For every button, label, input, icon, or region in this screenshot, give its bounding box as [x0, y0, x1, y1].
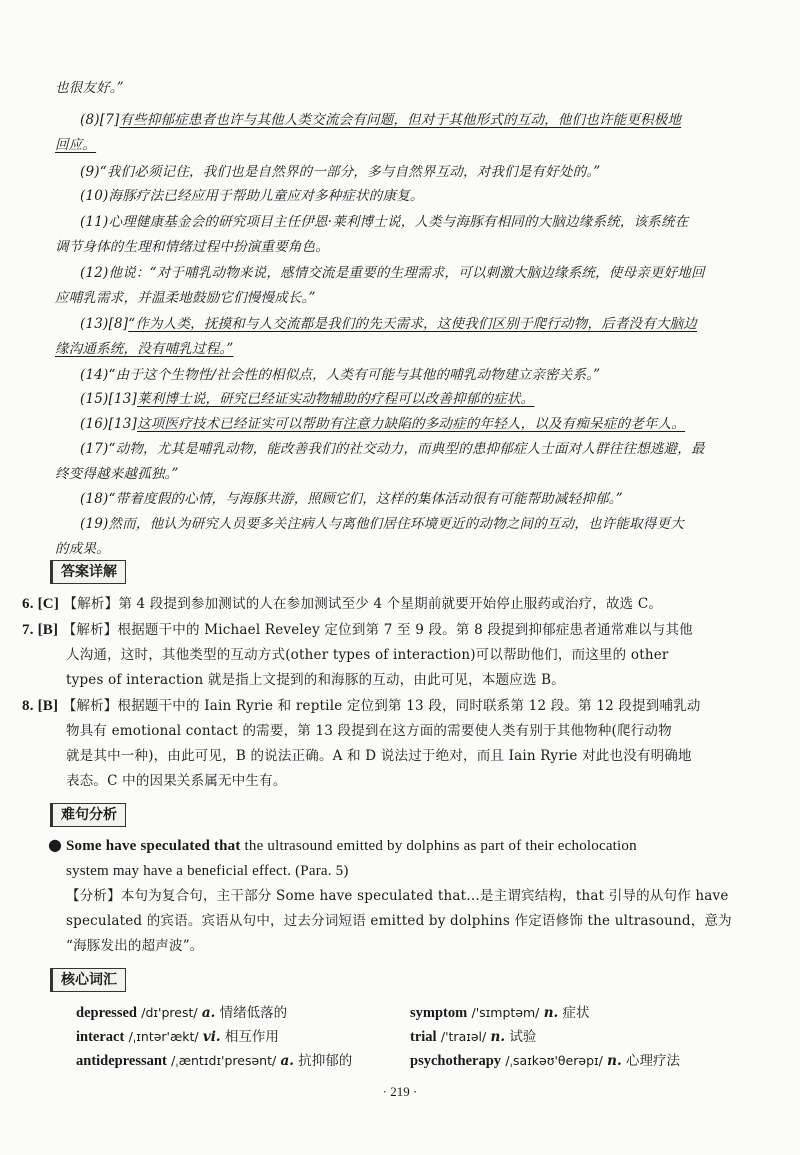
vocab-word: antidepressant: [76, 1053, 167, 1069]
translation-para-18: (18)“带着度假的心情，与海豚共游，照顾它们，这样的集体活动很有可能帮助减轻抑郁。”: [80, 491, 623, 507]
vocab-heading: 核心词汇: [50, 968, 126, 992]
answer-6: [22, 592, 662, 617]
translation-para-8-cont: 回应。: [55, 137, 97, 153]
analysis-line-3: “海豚发出的超声波”。: [66, 938, 204, 954]
answer-7: [22, 618, 693, 643]
vocab-meaning: 相互作用: [224, 1029, 279, 1045]
vocab-meaning: 心理疗法: [625, 1053, 680, 1069]
para-number: (15)[13]: [80, 391, 138, 407]
answer-8-line-2: 物具有 emotional contact 的需要，第 13 段提到在这方面的需要使人类有别于其他物种(爬行动物: [66, 723, 672, 739]
translation-para-15: [80, 387, 534, 412]
answer-number: 8. [B]: [22, 698, 59, 714]
translation-para-14: (14)“由于这个生物性/社会性的相似点，人类有可能与其他的哺乳动物建立亲密关系。”: [80, 367, 601, 383]
vocab-pos: vi.: [202, 1029, 221, 1045]
highlighted-sentence: 这项医疗技术已经证实可以帮助有注意力缺陷的多动症的年轻人，以及有痴呆症的老年人。: [137, 416, 686, 432]
translation-para-11-cont: 调节身体的生理和情绪过程中扮演重要角色。: [55, 239, 329, 255]
translation-para-11: (11)心理健康基金会的研究项目主任伊恩·莱利博士说，人类与海豚有相同的大脑边缘系统，该系统在: [80, 214, 689, 230]
vocab-ipa: /ˌæntɪdɪ'presənt/: [171, 1053, 277, 1068]
sentence-line-1: [66, 834, 637, 859]
vocab-meaning: 情绪低落的: [219, 1005, 288, 1021]
sentence-line-2: system may have a beneficial effect. (Para. 5): [66, 863, 349, 879]
page-number: · 219 ·: [382, 1084, 418, 1099]
translation-para-12-cont: 应哺乳需求，并温柔地鼓励它们慢慢成长。”: [55, 290, 316, 306]
translation-para-19: (19)然而，他认为研究人员要多关注病人与离他们居住环境更近的动物之间的互动，也许能取得更大: [80, 516, 684, 532]
vocab-meaning: 试验: [509, 1029, 537, 1045]
vocab-item: [76, 1026, 279, 1048]
analysis-line-1: 【分析】本句为复合句，主干部分 Some have speculated that…是主谓宾结构，that 引导的从句作 have: [66, 888, 729, 904]
vocab-item: [410, 1026, 536, 1048]
translation-para-16: [80, 412, 685, 437]
answer-7-line-3: types of interaction 就是指上文提到的和海豚的互动，由此可见，本题应选 B。: [66, 672, 565, 688]
highlighted-sentence: 莱利博士说，研究已经证实动物辅助的疗程可以改善抑郁的症状。: [137, 391, 535, 407]
vocab-pos: a.: [280, 1053, 294, 1069]
translation-para-9: (9)“我们必须记住，我们也是自然界的一部分，多与自然界互动，对我们是有好处的。”: [80, 164, 601, 180]
translation-para-17: (17)“动物，尤其是哺乳动物，能改善我们的社交动力，而典型的患抑郁症人士面对人群往往想逃避，最: [80, 441, 705, 457]
translation-para-12: (12)他说：“对于哺乳动物来说，感情交流是重要的生理需求，可以刺激大脑边缘系统，使母亲更好地回: [80, 265, 705, 281]
translation-para-13-cont: 缘沟通系统，没有哺乳过程。”: [55, 341, 234, 357]
bullet-icon: ●: [48, 835, 62, 854]
translation-para-17-cont: 终变得越来越孤独。”: [55, 466, 179, 482]
sentence-heading: 难句分析: [50, 803, 126, 827]
vocab-word: depressed: [76, 1005, 137, 1021]
highlighted-sentence: “作为人类，抚摸和与人交流都是我们的先天需求，这使我们区别于爬行动物，后者没有大脑边: [128, 316, 698, 332]
translation-line-0: 也很友好。”: [55, 80, 124, 96]
vocab-item: [410, 1050, 680, 1072]
vocab-pos: a.: [201, 1005, 216, 1021]
answer-8-line-3: 就是其中一种)，由此可见，B 的说法正确。A 和 D 说法过于绝对，而且 Iain Ryrie 对此也没有明确地: [66, 748, 692, 764]
vocab-item: [76, 1050, 352, 1072]
translation-para-13: [80, 312, 697, 337]
vocab-ipa: /'sɪmptəm/: [471, 1005, 540, 1020]
answer-number: 6. [C]: [22, 596, 60, 612]
vocab-ipa: /'traɪəl/: [440, 1029, 487, 1044]
translation-para-8: [80, 108, 681, 133]
vocab-meaning: 症状: [562, 1005, 590, 1021]
answer-8: [22, 694, 701, 719]
vocab-word: interact: [76, 1029, 125, 1045]
vocab-ipa: /ˌɪntər'ækt/: [128, 1029, 199, 1044]
answers-heading: 答案详解: [50, 560, 126, 584]
vocab-item: [410, 1002, 590, 1024]
vocab-ipa: /dɪ'prest/: [141, 1005, 198, 1020]
sentence-rest: the ultrasound emitted by dolphins as part of their echolocation: [240, 838, 637, 854]
vocab-word: symptom: [410, 1005, 468, 1021]
highlighted-sentence: 有些抑郁症患者也许与其他人类交流会有问题，但对于其他形式的互动，他们也许能更积极地: [119, 112, 682, 128]
answer-explanation: 【解析】第 4 段提到参加测试的人在参加测试至少 4 个星期前就要开始停止服药或治疗，故选 C。: [63, 596, 663, 612]
vocab-pos: n.: [490, 1029, 506, 1045]
para-number: (13)[8]: [80, 316, 129, 332]
sentence-main-clause: Some have speculated that: [66, 838, 241, 854]
vocab-item: [76, 1002, 287, 1024]
vocab-ipa: /ˌsaɪkəʊ'θerəpɪ/: [505, 1053, 603, 1068]
answer-explanation: 【解析】根据题干中的 Iain Ryrie 和 reptile 定位到第 13 段，同时联系第 12 段。第 12 段提到哺乳动: [62, 698, 701, 714]
para-number: (8)[7]: [80, 112, 120, 128]
answer-explanation: 【解析】根据题干中的 Michael Reveley 定位到第 7 至 9 段。第 8 段提到抑郁症患者通常难以与其他: [62, 622, 693, 638]
translation-para-19-cont: 的成果。: [55, 541, 110, 557]
analysis-line-2: speculated 的宾语。宾语从句中，过去分词短语 emitted by dolphins 作定语修饰 the ultrasound，意为: [66, 913, 732, 929]
vocab-pos: n.: [607, 1053, 622, 1069]
vocab-word: trial: [410, 1029, 437, 1045]
translation-para-10: (10)海豚疗法已经应用于帮助儿童应对多种症状的康复。: [80, 188, 424, 204]
vocab-meaning: 抗抑郁的: [298, 1053, 353, 1069]
para-number: (16)[13]: [80, 416, 138, 432]
answer-number: 7. [B]: [22, 622, 59, 638]
vocab-word: psychotherapy: [410, 1053, 502, 1069]
vocab-pos: n.: [543, 1005, 559, 1021]
answer-8-line-4: 表态。C 中的因果关系属无中生有。: [66, 773, 287, 789]
answer-7-line-2: 人沟通，这时，其他类型的互动方式(other types of interaction)可以帮助他们，而这里的 other: [66, 647, 669, 663]
